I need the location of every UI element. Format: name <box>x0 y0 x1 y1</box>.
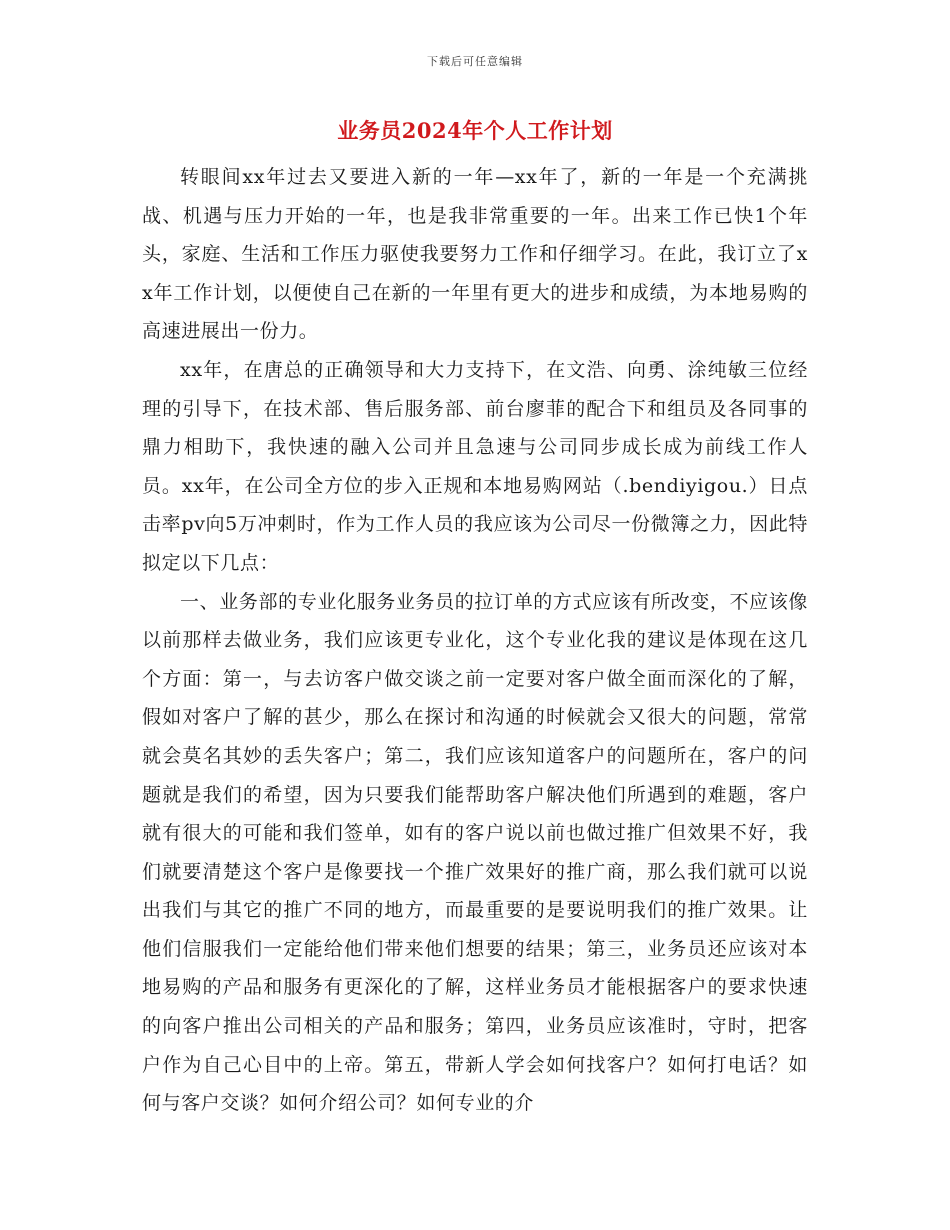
document-body <box>142 158 808 1123</box>
header-note: 下载后可任意编辑 <box>427 55 523 68</box>
document-title: 业务员2024年个人工作计划 <box>337 118 613 143</box>
paragraph-background: xx年，在唐总的正确领导和大力支持下，在文浩、向勇、涂纯敏三位经理的引导下，在技术部、售后服务部、前台廖菲的配合下和组员及各同事的鼎力相助下，我快速的融入公司并且急速与公司同步成长成为前线工作人员。xx年，在公司全方位的步入正规和本地易购网站（.bendiyigou.）日点击率pv向5万冲刺时，作为工作人员的我应该为公司尽一份微簿之力，因此特拟定以下几点： <box>142 358 808 574</box>
paragraph-section-one: 一、业务部的专业化服务业务员的拉订单的方式应该有所改变，不应该像以前那样去做业务，我们应该更专业化，这个专业化我的建议是体现在这几个方面：第一，与去访客户做交谈之前一定要对客户做全面而深化的了解，假如对客户了解的甚少，那么在探讨和沟通的时候就会又很大的问题，常常就会莫名其妙的丢失客户；第二，我们应该知道客户的问题所在，客户的问题就是我们的希望，因为只要我们能帮助客户解决他们所遇到的难题，客户就有很大的可能和我们签单，如有的客户说以前也做过推广但效果不好，我们就要清楚这个客户是像要找一个推广效果好的推广商，那么我们就可以说出我们与其它的推广不同的地方，而最重要的是要说明我们的推广效果。让他们信服我们一定能给他们带来他们想要的结果；第三，业务员还应该对本地易购的产品和服务有更深化的了解，这样业务员才能根据客户的要求快速的向客户推出公司相关的产品和服务；第四，业务员应该准时，守时，把客户作为自己心目中的上帝。第五，带新人学会如何找客户？如何打电话？如何与客户交谈？如何介绍公司？如何专业的介 <box>142 590 808 1115</box>
paragraph-intro: 转眼间xx年过去又要进入新的一年—xx年了，新的一年是一个充满挑战、机遇与压力开始的一年，也是我非常重要的一年。出来工作已快1个年头，家庭、生活和工作压力驱使我要努力工作和仔细学习。在此，我订立了xx年工作计划，以便使自己在新的一年里有更大的进步和成绩，为本地易购的高速进展出一份力。 <box>142 166 808 343</box>
